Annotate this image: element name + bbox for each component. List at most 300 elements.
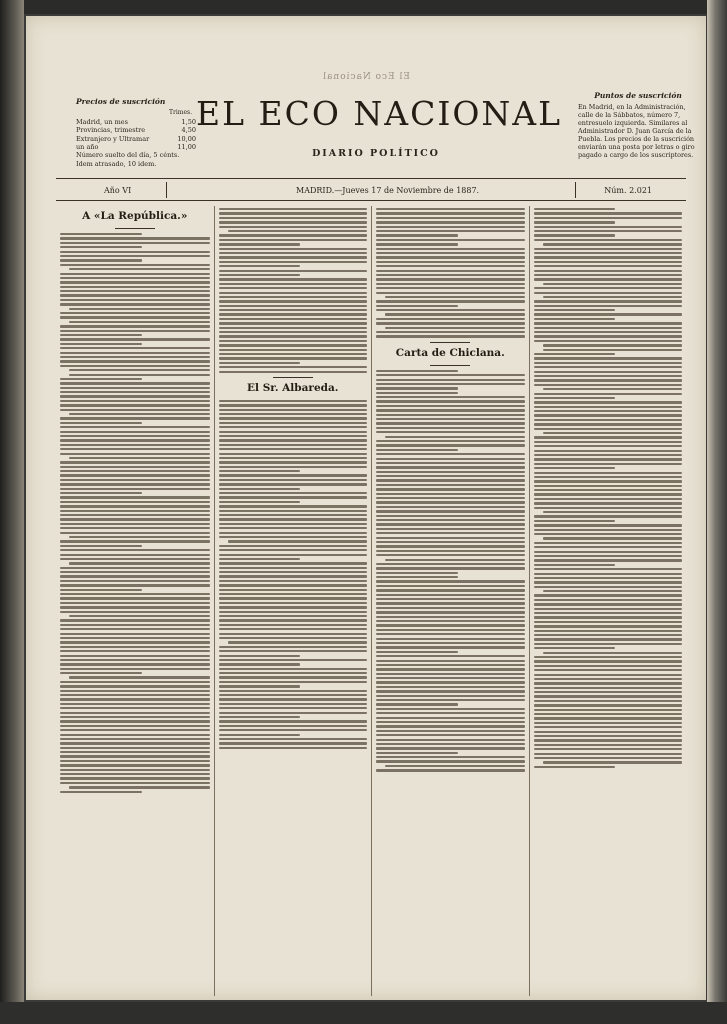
text-line xyxy=(534,212,683,214)
text-line xyxy=(219,562,368,564)
text-line xyxy=(376,409,525,411)
text-line xyxy=(219,357,368,359)
text-line xyxy=(219,448,368,450)
scan-border-top xyxy=(0,0,727,14)
text-line xyxy=(534,335,683,337)
text-line xyxy=(543,590,683,592)
text-line xyxy=(219,720,368,722)
text-line xyxy=(376,730,525,732)
heading-rule xyxy=(430,365,470,366)
article-columns xyxy=(56,206,686,996)
text-line xyxy=(219,505,368,507)
text-line xyxy=(534,445,683,447)
text-line xyxy=(376,392,458,394)
text-line xyxy=(376,488,525,490)
text-line xyxy=(543,388,683,390)
text-line xyxy=(219,624,368,626)
text-line xyxy=(376,270,525,272)
text-line xyxy=(376,734,525,736)
text-line xyxy=(376,383,525,385)
price-note: Idem atrasado, 10 idem. xyxy=(76,159,157,168)
text-line xyxy=(219,318,368,320)
column-2 xyxy=(214,206,372,996)
text-line xyxy=(219,335,368,337)
text-line xyxy=(543,652,683,654)
text-line xyxy=(376,466,525,468)
scan-border-right xyxy=(707,0,727,1024)
text-line xyxy=(60,290,210,292)
text-line xyxy=(543,349,683,351)
text-line xyxy=(60,474,210,476)
text-line xyxy=(376,274,525,276)
text-line xyxy=(376,703,458,705)
text-line xyxy=(60,641,210,643)
text-line xyxy=(60,444,210,446)
text-line xyxy=(534,674,683,676)
text-line xyxy=(60,518,210,520)
text-line xyxy=(219,558,301,560)
text-line xyxy=(534,265,683,267)
text-line xyxy=(376,769,525,771)
text-line xyxy=(219,681,368,683)
text-line xyxy=(60,294,210,296)
text-line xyxy=(60,655,210,657)
text-line xyxy=(60,356,210,358)
text-line xyxy=(385,436,525,438)
text-line xyxy=(219,474,368,476)
text-line xyxy=(219,248,368,250)
column-3 xyxy=(371,206,529,996)
text-line xyxy=(60,404,210,406)
text-line xyxy=(69,786,210,788)
text-line xyxy=(534,463,683,465)
text-line xyxy=(219,226,368,228)
text-line xyxy=(543,243,683,245)
text-line xyxy=(60,567,210,569)
text-line xyxy=(60,694,210,696)
text-line xyxy=(60,255,210,257)
newspaper-subtitle: DIARIO POLÍTICO xyxy=(312,148,440,159)
text-line xyxy=(534,643,683,645)
text-line xyxy=(376,453,525,455)
text-line xyxy=(376,230,525,232)
text-line xyxy=(543,761,683,763)
text-line xyxy=(376,598,525,600)
text-line xyxy=(376,642,525,644)
text-line xyxy=(534,230,683,232)
text-line xyxy=(219,712,368,714)
text-line xyxy=(69,615,210,617)
text-line xyxy=(60,755,210,757)
text-line xyxy=(60,264,210,266)
text-line xyxy=(376,427,525,429)
text-line xyxy=(219,366,368,368)
text-line xyxy=(60,312,210,314)
text-line xyxy=(219,340,368,342)
text-line xyxy=(219,252,368,254)
text-line xyxy=(219,580,368,582)
text-line xyxy=(376,752,458,754)
text-line xyxy=(219,344,368,346)
text-line xyxy=(534,331,683,333)
text-line xyxy=(376,537,525,539)
text-line xyxy=(60,575,210,577)
text-line xyxy=(534,546,683,548)
text-line xyxy=(69,268,210,270)
text-line xyxy=(534,700,683,702)
text-line xyxy=(60,663,210,665)
dateline-divider xyxy=(166,182,167,198)
text-line xyxy=(534,507,683,509)
text-line xyxy=(60,734,210,736)
text-line xyxy=(534,450,683,452)
text-line xyxy=(534,384,683,386)
text-line xyxy=(534,327,683,329)
text-line xyxy=(60,738,210,740)
text-line xyxy=(219,690,368,692)
text-line xyxy=(69,369,210,371)
text-line xyxy=(376,400,525,402)
text-line xyxy=(534,687,683,689)
text-line xyxy=(60,417,210,419)
text-line xyxy=(534,726,683,728)
text-line xyxy=(376,221,525,223)
text-line xyxy=(219,703,368,705)
text-line xyxy=(60,273,210,275)
text-line xyxy=(60,523,210,525)
text-line xyxy=(376,422,525,424)
text-line xyxy=(376,414,525,416)
text-line xyxy=(534,261,683,263)
masthead xyxy=(56,76,695,186)
text-line xyxy=(60,233,142,235)
text-line xyxy=(60,378,142,380)
text-line xyxy=(534,625,683,627)
text-line xyxy=(60,400,210,402)
text-line xyxy=(376,677,525,679)
text-line xyxy=(534,353,616,355)
text-line xyxy=(534,480,683,482)
text-line xyxy=(534,520,616,522)
text-line xyxy=(534,410,683,412)
text-line xyxy=(376,589,525,591)
text-line xyxy=(376,611,525,613)
text-line xyxy=(376,243,458,245)
text-line xyxy=(534,753,683,755)
text-line xyxy=(60,716,210,718)
text-line xyxy=(60,461,210,463)
text-line xyxy=(219,212,368,214)
text-line xyxy=(376,668,525,670)
price-note: Número suelto del día, 5 cénts. xyxy=(76,151,180,160)
text-line xyxy=(219,444,368,446)
text-line xyxy=(534,502,683,504)
article-heading: A «La República.» xyxy=(82,210,188,222)
text-line xyxy=(60,549,210,551)
text-line xyxy=(219,663,301,665)
text-line xyxy=(534,638,683,640)
text-line xyxy=(376,739,525,741)
text-line xyxy=(376,725,525,727)
text-line xyxy=(376,585,525,587)
text-line xyxy=(219,510,368,512)
text-line xyxy=(376,497,525,499)
text-line xyxy=(376,756,525,758)
text-line xyxy=(376,418,525,420)
text-line xyxy=(376,712,525,714)
text-line xyxy=(219,672,368,674)
text-line xyxy=(60,505,210,507)
text-line xyxy=(60,439,210,441)
price-row: Provincias, trimestre 4,50 xyxy=(76,126,196,135)
text-line xyxy=(60,325,210,327)
text-line xyxy=(543,511,683,513)
text-line xyxy=(376,287,525,289)
text-line xyxy=(376,633,525,635)
text-line xyxy=(219,496,368,498)
text-line xyxy=(376,396,525,398)
text-line xyxy=(534,401,683,403)
subscription-heading: Puntos de suscrición xyxy=(594,91,682,100)
text-line xyxy=(376,501,525,503)
text-line xyxy=(534,371,683,373)
text-line xyxy=(219,492,368,494)
text-line xyxy=(534,555,683,557)
text-line xyxy=(69,413,210,415)
text-line xyxy=(219,527,368,529)
text-line xyxy=(60,637,210,639)
text-line xyxy=(219,729,368,731)
text-line xyxy=(219,646,368,648)
text-line xyxy=(219,575,368,577)
text-line xyxy=(219,488,301,490)
text-line xyxy=(60,347,210,349)
text-line xyxy=(376,387,458,389)
text-line xyxy=(60,470,210,472)
text-line xyxy=(219,549,368,551)
text-line xyxy=(534,612,683,614)
text-line xyxy=(376,234,458,236)
text-line xyxy=(534,691,683,693)
text-line xyxy=(376,449,458,451)
text-line xyxy=(534,757,683,759)
text-line xyxy=(219,742,368,744)
text-line xyxy=(219,554,368,556)
text-line xyxy=(376,695,525,697)
text-line xyxy=(60,571,210,573)
body-text xyxy=(219,400,368,749)
text-line xyxy=(534,660,683,662)
text-line xyxy=(219,584,368,586)
text-line xyxy=(60,707,210,709)
text-line xyxy=(534,599,683,601)
column-1 xyxy=(56,206,214,996)
text-line xyxy=(534,472,683,474)
text-line xyxy=(60,703,210,705)
text-line xyxy=(376,620,525,622)
text-line xyxy=(376,440,525,442)
text-line xyxy=(376,629,525,631)
text-line xyxy=(60,343,142,345)
text-line xyxy=(376,318,525,320)
text-line xyxy=(534,234,616,236)
text-line xyxy=(60,685,210,687)
text-line xyxy=(219,409,368,411)
subscription-box xyxy=(578,92,698,159)
text-line xyxy=(534,441,683,443)
text-line xyxy=(60,246,142,248)
text-line xyxy=(219,270,368,272)
date-label: MADRID.—Jueves 17 de Noviembre de 1887. xyxy=(296,185,480,195)
text-line xyxy=(219,633,368,635)
text-line xyxy=(376,322,525,324)
text-line xyxy=(60,791,142,793)
text-line xyxy=(60,602,210,604)
text-line xyxy=(60,624,210,626)
text-line xyxy=(60,633,210,635)
text-line xyxy=(60,496,210,498)
text-line xyxy=(219,518,368,520)
text-line xyxy=(219,738,368,740)
text-line xyxy=(534,397,616,399)
text-line xyxy=(534,533,683,535)
text-line xyxy=(60,690,210,692)
text-line xyxy=(376,717,525,719)
text-line xyxy=(60,316,210,318)
text-line xyxy=(60,584,210,586)
newspaper-page xyxy=(26,16,706,1000)
text-line xyxy=(376,370,458,372)
text-line xyxy=(534,270,683,272)
text-line xyxy=(219,707,368,709)
price-row: Madrid, un mes 1,50 xyxy=(76,117,196,126)
text-line xyxy=(219,532,368,534)
text-line xyxy=(219,571,368,573)
text-line xyxy=(534,221,616,223)
text-line xyxy=(534,647,616,649)
text-line xyxy=(219,545,368,547)
issue-number: Núm. 2.021 xyxy=(604,185,652,195)
text-line xyxy=(219,362,301,364)
text-line xyxy=(376,471,525,473)
text-line xyxy=(376,616,525,618)
text-line xyxy=(60,286,210,288)
text-line xyxy=(219,734,301,736)
text-line xyxy=(376,699,525,701)
text-line xyxy=(534,682,683,684)
text-line xyxy=(376,379,525,381)
text-line xyxy=(60,251,210,253)
text-line xyxy=(534,722,683,724)
subscription-text: En Madrid, en la Administración, calle de la Sábbatos, número 7, entresuelo izquierda. Similares al Administrador D. Juan García de la Puebla. Los precios de la suscrición enviarán una posta por letras o giro pagado a cargo de los suscriptores. xyxy=(578,103,695,159)
text-line xyxy=(60,501,210,503)
text-line xyxy=(534,309,616,311)
text-line xyxy=(376,655,525,657)
text-line xyxy=(60,593,210,595)
text-line xyxy=(376,541,525,543)
text-line xyxy=(376,602,525,604)
text-line xyxy=(376,335,525,337)
text-line xyxy=(60,698,210,700)
text-line xyxy=(219,606,368,608)
text-line xyxy=(376,212,525,214)
text-line xyxy=(60,554,210,556)
text-line xyxy=(534,739,683,741)
price-row: Extranjero y Ultramar 10,00 xyxy=(76,134,196,143)
scan-border-bottom xyxy=(0,1002,727,1024)
text-line xyxy=(534,586,683,588)
text-line xyxy=(543,296,683,298)
text-line xyxy=(376,523,525,525)
text-line xyxy=(60,338,210,340)
text-line xyxy=(60,646,210,648)
text-line xyxy=(219,327,368,329)
text-line xyxy=(219,313,368,315)
text-line xyxy=(219,453,368,455)
text-line xyxy=(534,695,683,697)
text-line xyxy=(219,413,368,415)
text-line xyxy=(534,476,683,478)
text-line xyxy=(60,237,210,239)
text-line xyxy=(60,712,210,714)
text-line xyxy=(219,239,368,241)
text-line xyxy=(60,435,210,437)
text-line xyxy=(60,479,210,481)
text-line xyxy=(534,498,683,500)
text-line xyxy=(376,462,525,464)
text-line xyxy=(219,461,368,463)
text-line xyxy=(376,515,525,517)
text-line xyxy=(534,278,683,280)
text-line xyxy=(219,611,368,613)
text-line xyxy=(60,466,210,468)
text-line xyxy=(60,628,210,630)
text-line xyxy=(376,431,525,433)
heading-rule xyxy=(115,228,155,229)
text-line xyxy=(219,221,368,223)
text-line xyxy=(534,709,683,711)
text-line xyxy=(534,414,683,416)
text-line xyxy=(60,720,210,722)
text-line xyxy=(60,488,210,490)
price-row: un año 11,00 xyxy=(76,143,196,152)
header-rule-top xyxy=(56,178,686,179)
text-line xyxy=(60,650,210,652)
text-line xyxy=(219,208,368,210)
text-line xyxy=(543,432,683,434)
text-line xyxy=(60,334,142,336)
text-line xyxy=(534,568,683,570)
text-line xyxy=(60,725,210,727)
text-line xyxy=(534,305,683,307)
text-line xyxy=(534,362,683,364)
text-line xyxy=(219,265,301,267)
text-line xyxy=(60,514,210,516)
text-line xyxy=(376,572,458,574)
text-line xyxy=(219,283,368,285)
text-line xyxy=(69,676,210,678)
text-line xyxy=(376,528,525,530)
text-line xyxy=(60,747,210,749)
text-line xyxy=(376,256,525,258)
text-line xyxy=(60,431,210,433)
text-line xyxy=(534,559,683,561)
text-line xyxy=(534,357,683,359)
text-line xyxy=(385,296,525,298)
body-text xyxy=(534,208,683,768)
text-line xyxy=(534,217,683,219)
text-line xyxy=(376,567,525,569)
